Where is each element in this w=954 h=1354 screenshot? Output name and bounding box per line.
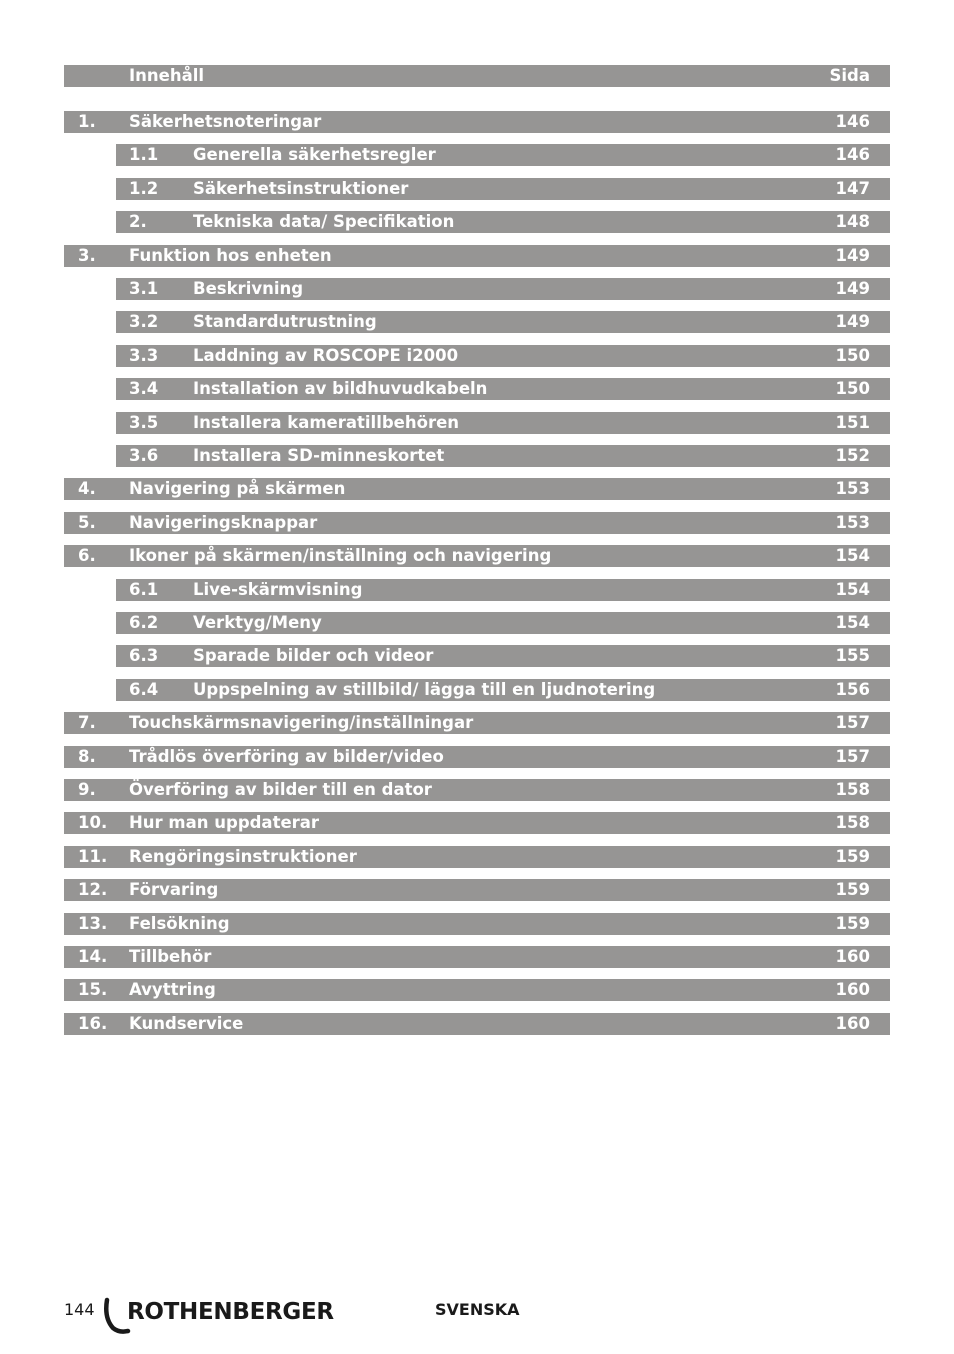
toc-entry-page: 149 — [835, 246, 870, 265]
toc-entry-number: 3.3 — [129, 346, 159, 365]
toc-entry[interactable] — [116, 445, 890, 467]
toc-entry-page: 154 — [835, 546, 870, 565]
language-label: SVENSKA — [435, 1300, 520, 1319]
toc-entry-number: 14. — [78, 947, 108, 966]
toc-entry-title: Tillbehör — [129, 947, 212, 966]
toc-entry-title: Navigeringsknappar — [129, 513, 318, 532]
toc-page-label: Sida — [829, 66, 870, 85]
toc-entry-number: 1.1 — [129, 145, 159, 164]
toc-entry-number: 3. — [78, 246, 96, 265]
toc-entry-number: 3.1 — [129, 279, 159, 298]
toc-entry-title: Kundservice — [129, 1014, 244, 1033]
toc-entry-number: 13. — [78, 914, 108, 933]
rothenberger-logo — [101, 1296, 347, 1336]
toc-entry-title: Funktion hos enheten — [129, 246, 332, 265]
toc-entry-title: Live-skärmvisning — [193, 580, 363, 599]
toc-entry[interactable] — [64, 111, 890, 133]
toc-entry-title: Installation av bildhuvudkabeln — [193, 379, 488, 398]
toc-entry-title: Säkerhetsnoteringar — [129, 112, 322, 131]
toc-entry-number: 10. — [78, 813, 108, 832]
toc-entry-title: Rengöringsinstruktioner — [129, 847, 357, 866]
toc-entry-title: Hur man uppdaterar — [129, 813, 320, 832]
toc-entry-page: 159 — [835, 847, 870, 866]
toc-entry-page: 154 — [835, 613, 870, 632]
toc-entry-title: Installera kameratillbehören — [193, 413, 460, 432]
toc-entry[interactable] — [116, 412, 890, 434]
page-footer — [0, 1296, 954, 1336]
toc-entry[interactable] — [64, 1013, 890, 1035]
toc-entry-page: 154 — [835, 580, 870, 599]
toc-entry[interactable] — [116, 211, 890, 233]
toc-entry-number: 6.4 — [129, 680, 159, 699]
toc-entry-title: Felsökning — [129, 914, 230, 933]
toc-entry[interactable] — [64, 245, 890, 267]
logo-wordmark: ROTHENBERGER — [127, 1299, 334, 1325]
toc-entry-title: Sparade bilder och videor — [193, 646, 434, 665]
toc-entry-page: 159 — [835, 914, 870, 933]
toc-entry-title: Trådlös överföring av bilder/video — [129, 747, 444, 766]
toc-entry[interactable] — [64, 545, 890, 567]
toc-entry[interactable] — [116, 345, 890, 367]
toc-entry-number: 6.3 — [129, 646, 159, 665]
toc-entry-number: 11. — [78, 847, 108, 866]
toc-entry-title: Touchskärmsnavigering/inställningar — [129, 713, 474, 732]
toc-entry-title: Tekniska data/ Specifikation — [193, 212, 455, 231]
toc-entry-page: 146 — [835, 112, 870, 131]
toc-entry[interactable] — [64, 712, 890, 734]
toc-entry[interactable] — [116, 645, 890, 667]
toc-entry[interactable] — [64, 779, 890, 801]
toc-entry[interactable] — [64, 879, 890, 901]
toc-entry-page: 158 — [835, 780, 870, 799]
toc-entry-title: Förvaring — [129, 880, 219, 899]
toc-entry-number: 8. — [78, 747, 96, 766]
toc-entry[interactable] — [64, 478, 890, 500]
toc-entry-title: Installera SD-minneskortet — [193, 446, 445, 465]
toc-entry[interactable] — [64, 512, 890, 534]
toc-entry-number: 6.1 — [129, 580, 159, 599]
toc-entry-page: 147 — [835, 179, 870, 198]
toc-entry-number: 3.6 — [129, 446, 159, 465]
toc-entry-title: Laddning av ROSCOPE i2000 — [193, 346, 459, 365]
toc-heading: Innehåll — [129, 66, 205, 85]
toc-entry-title: Avyttring — [129, 980, 216, 999]
toc-entry-page: 157 — [835, 747, 870, 766]
toc-entry[interactable] — [116, 178, 890, 200]
toc-entry[interactable] — [116, 144, 890, 166]
toc-entry-page: 146 — [835, 145, 870, 164]
toc-entry-page: 160 — [835, 947, 870, 966]
toc-entry-number: 12. — [78, 880, 108, 899]
toc-entry-title: Verktyg/Meny — [193, 613, 322, 632]
toc-entry-page: 157 — [835, 713, 870, 732]
toc-entry-number: 4. — [78, 479, 96, 498]
toc-entry-number: 2. — [129, 212, 147, 231]
toc-entry-number: 3.5 — [129, 413, 159, 432]
toc-entry-title: Standardutrustning — [193, 312, 377, 331]
toc-entry-number: 9. — [78, 780, 96, 799]
toc-entry-page: 149 — [835, 279, 870, 298]
toc-entry-number: 6. — [78, 546, 96, 565]
toc-entry-number: 1. — [78, 112, 96, 131]
toc-entry-title: Ikoner på skärmen/inställning och navigering — [129, 546, 552, 565]
toc-entry-page: 153 — [835, 479, 870, 498]
toc-entry[interactable] — [116, 612, 890, 634]
toc-entry[interactable] — [116, 679, 890, 701]
toc-entry-page: 149 — [835, 312, 870, 331]
toc-entry-number: 5. — [78, 513, 96, 532]
toc-entry-page: 151 — [835, 413, 870, 432]
toc-entry[interactable] — [116, 311, 890, 333]
toc-entry-number: 3.2 — [129, 312, 159, 331]
toc-entry-page: 156 — [835, 680, 870, 699]
toc-entry[interactable] — [64, 846, 890, 868]
page-number: 144 — [64, 1300, 95, 1319]
toc-entry-title: Generella säkerhetsregler — [193, 145, 436, 164]
toc-entry-number: 6.2 — [129, 613, 159, 632]
toc-entry-page: 153 — [835, 513, 870, 532]
toc-entry-title: Säkerhetsinstruktioner — [193, 179, 409, 198]
toc-entry-page: 160 — [835, 980, 870, 999]
toc-entry-title: Navigering på skärmen — [129, 479, 346, 498]
toc-entry-number: 3.4 — [129, 379, 159, 398]
toc-entry-page: 150 — [835, 379, 870, 398]
toc-entry[interactable] — [64, 979, 890, 1001]
toc-entry-title: Uppspelning av stillbild/ lägga till en ljudnotering — [193, 680, 656, 699]
toc-entry-title: Beskrivning — [193, 279, 304, 298]
toc-entry[interactable] — [64, 746, 890, 768]
toc-entry[interactable] — [116, 378, 890, 400]
toc-entry[interactable] — [116, 278, 890, 300]
toc-entry[interactable] — [64, 946, 890, 968]
toc-entry[interactable] — [64, 812, 890, 834]
toc-entry-number: 7. — [78, 713, 96, 732]
toc-entry-page: 160 — [835, 1014, 870, 1033]
toc-entry-page: 148 — [835, 212, 870, 231]
toc-header-bar — [64, 65, 890, 87]
toc-entry[interactable] — [64, 913, 890, 935]
toc-entry-page: 152 — [835, 446, 870, 465]
toc-entry-number: 16. — [78, 1014, 108, 1033]
toc-entry-page: 159 — [835, 880, 870, 899]
toc-entry-page: 158 — [835, 813, 870, 832]
toc-entry-page: 155 — [835, 646, 870, 665]
toc-entry-title: Överföring av bilder till en dator — [129, 780, 432, 799]
toc-entry-number: 15. — [78, 980, 108, 999]
toc-entry-page: 150 — [835, 346, 870, 365]
toc-entry-number: 1.2 — [129, 179, 159, 198]
toc-entry[interactable] — [116, 579, 890, 601]
